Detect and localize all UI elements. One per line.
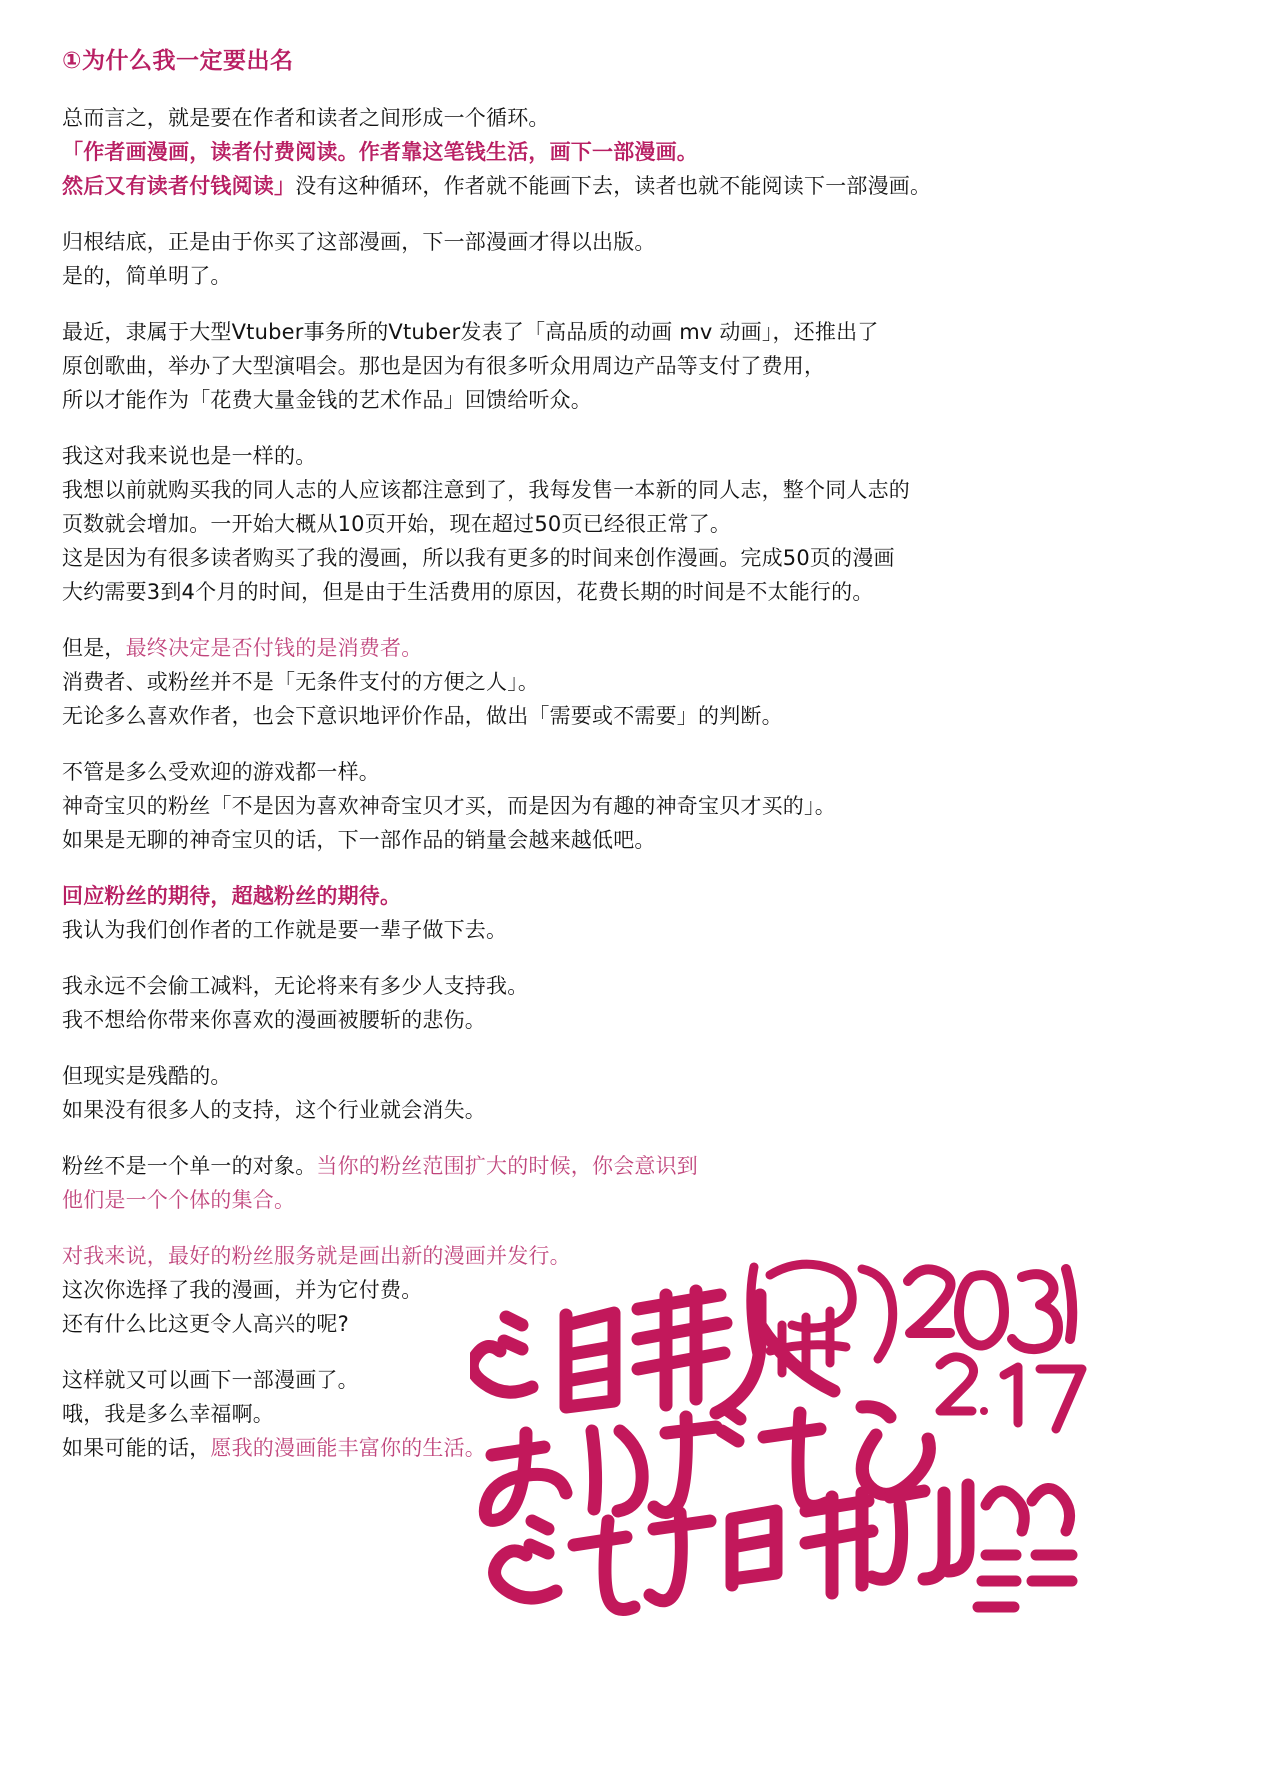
text-line-mixed — [62, 169, 1222, 203]
paragraph-10 — [62, 1149, 1222, 1217]
paragraph-4 — [62, 439, 1222, 609]
text-line-mixed — [62, 631, 1222, 665]
cat-doodle-icon — [978, 1488, 1072, 1607]
text-span-normal: 没有这种循环，作者就不能画下去，读者也就不能阅读下一部漫画。 — [295, 173, 932, 198]
text-line: 不管是多么受欢迎的游戏都一样。 — [62, 759, 380, 784]
text-span-highlight: 然后又有读者付钱阅读」 — [62, 173, 296, 198]
text-span-highlight: 当你的粉丝范围扩大的时候，你会意识到 — [316, 1153, 699, 1178]
text-line: 这是因为有很多读者购买了我的漫画，所以我有更多的时间来创作漫画。完成50页的漫画 — [62, 545, 895, 570]
text-span-highlight: 愿我的漫画能丰富你的生活。 — [210, 1436, 487, 1460]
text-line: 是的，简单明了。 — [62, 263, 232, 288]
text-line: 如果没有很多人的支持，这个行业就会消失。 — [62, 1097, 486, 1122]
text-line: 神奇宝贝的粉丝「不是因为喜欢神奇宝贝才买，而是因为有趣的神奇宝贝才买的」。 — [62, 793, 836, 818]
text-span-normal: 粉丝不是一个单一的对象。 — [62, 1153, 317, 1178]
text-line: 消费者、或粉丝并不是「无条件支付的方便之人」。 — [62, 669, 540, 694]
paragraph-11 — [62, 1239, 1222, 1341]
text-line: 页数就会增加。一开始大概从10页开始，现在超过50页已经很正常了。 — [62, 511, 732, 536]
text-line: 这样就又可以画下一部漫画了。 — [62, 1367, 359, 1392]
text-line: 我认为我们创作者的工作就是要一辈子做下去。 — [62, 917, 508, 942]
text-line-highlight: 对我来说，最好的粉丝服务就是画出新的漫画并发行。 — [62, 1243, 571, 1268]
text-line: 原创歌曲，举办了大型演唱会。那也是因为有很多听众用周边产品等支付了费用， — [62, 353, 826, 378]
text-line-highlight: 「作者画漫画，读者付费阅读。作者靠这笔钱生活，画下一部漫画。 — [62, 139, 698, 164]
paragraph-3 — [62, 315, 1222, 417]
text-line-highlight: 他们是一个个体的集合。 — [62, 1187, 296, 1212]
text-line: 这次你选择了我的漫画，并为它付费。 — [62, 1277, 423, 1302]
text-line: 最近，隶属于大型Vtuber事务所的Vtuber发表了「高品质的动画 mv 动画」，还推出了 — [62, 319, 879, 344]
text-span-highlight: 最终决定是否付钱的是消费者。 — [125, 635, 423, 660]
text-line: 所以才能作为「花费大量金钱的艺术作品」回馈给听众。 — [62, 387, 592, 412]
text-line: 我不想给你带来你喜欢的漫画被腰斩的悲伤。 — [62, 1007, 486, 1032]
text-line-mixed — [62, 1149, 1222, 1183]
text-line-mixed — [62, 1431, 1222, 1465]
text-line: 总而言之，就是要在作者和读者之间形成一个循环。 — [62, 105, 550, 130]
text-line: 大约需要3到4个月的时间，但是由于生活费用的原因，花费长期的时间是不太能行的。 — [62, 579, 874, 604]
text-line: 如果是无聊的神奇宝贝的话，下一部作品的销量会越来越低吧。 — [62, 827, 656, 852]
text-line: 无论多么喜欢作者，也会下意识地评价作品，做出「需要或不需要」的判断。 — [62, 703, 783, 728]
text-line: 我这对我来说也是一样的。 — [62, 443, 317, 468]
text-line: 归根结底，正是由于你买了这部漫画，下一部漫画才得以出版。 — [62, 229, 656, 254]
text-line: 哦，我是多么幸福啊。 — [62, 1401, 274, 1426]
paragraph-1 — [62, 101, 1222, 203]
paragraph-5 — [62, 631, 1222, 733]
paragraph-2 — [62, 225, 1222, 293]
paragraph-6 — [62, 755, 1222, 857]
text-line: 我永远不会偷工减料，无论将来有多少人支持我。 — [62, 973, 529, 998]
text-line: 还有什么比这更令人高兴的呢? — [62, 1311, 349, 1336]
paragraph-9 — [62, 1059, 1222, 1127]
paragraph-8 — [62, 969, 1222, 1037]
text-line-highlight: 回应粉丝的期待，超越粉丝的期待。 — [62, 883, 402, 908]
text-line: 我想以前就购买我的同人志的人应该都注意到了，我每发售一本新的同人志，整个同人志的 — [62, 477, 910, 502]
text-span-normal: 但是， — [62, 635, 126, 660]
paragraph-12 — [62, 1363, 1222, 1465]
text-line: 但现实是残酷的。 — [62, 1063, 232, 1088]
paragraph-7 — [62, 879, 1222, 947]
document-content — [62, 44, 1222, 1487]
text-span-normal: 如果可能的话， — [62, 1436, 211, 1460]
page-title: ①为什么我一定要出名 — [62, 48, 294, 74]
signature-line-3 — [495, 1485, 968, 1609]
